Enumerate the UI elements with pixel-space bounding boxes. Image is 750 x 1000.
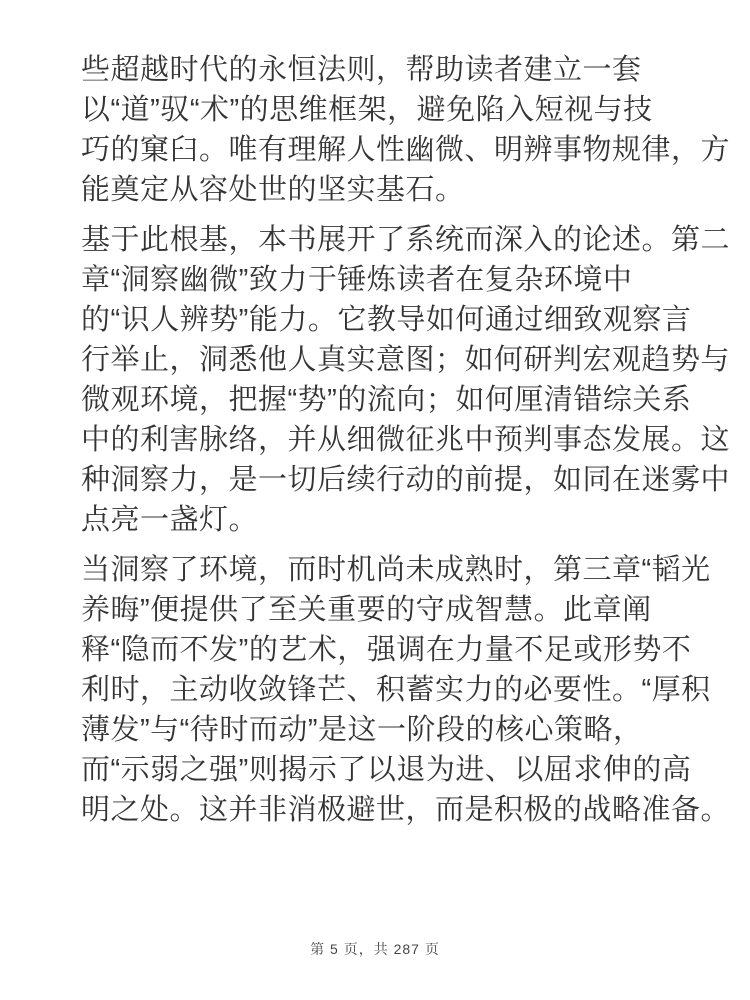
text-line: 中的利害脉络，并从细微征兆中预判事态发展。这 [81,424,731,456]
text-line: 利时，主动收敛锋芒、积蓄实力的必要性。“厚积 [81,674,711,706]
paragraph-1 [81,50,731,210]
text-line: 释“隐而不发”的艺术，强调在力量不足或形势不 [81,634,692,666]
text-line: 点亮一盏灯。 [81,504,259,536]
page-text-content [81,50,731,840]
text-line: 微观环境，把握“势”的流向；如何厘清错综关系 [81,384,692,416]
text-line: 章“洞察幽微”致力于锤炼读者在复杂环境中 [81,264,633,296]
text-line: 明之处。这并非消极避世，而是积极的战略准备。 [81,794,731,826]
text-line: 养晦”便提供了至关重要的守成智慧。此章阐 [81,594,652,626]
text-line: 基于此根基，本书展开了系统而深入的论述。第二 [81,224,731,256]
text-line: 的“识人辨势”能力。它教导如何通过细致观察言 [81,304,692,336]
text-line: 当洞察了环境，而时机尚未成熟时，第三章“韬光 [81,554,711,586]
page-number-label: 第 5 页，共 287 页 [310,941,440,957]
text-line: 种洞察力，是一切后续行动的前提，如同在迷雾中 [81,464,731,496]
paragraph-2 [81,220,731,540]
text-line: 以“道”驭“术”的思维框架，避免陷入短视与技 [81,94,653,126]
text-line: 能奠定从容处世的坚实基石。 [81,174,465,206]
text-line: 行举止，洞悉他人真实意图；如何研判宏观趋势与 [81,344,731,376]
page-footer [0,939,750,959]
text-line: 而“示弱之强”则揭示了以退为进、以屈求伸的高 [81,754,692,786]
text-line: 些超越时代的永恒法则，帮助读者建立一套 [81,54,642,86]
paragraph-3 [81,550,731,830]
text-line: 薄发”与“待时而动”是这一阶段的核心策略， [81,714,643,746]
text-line: 巧的窠臼。唯有理解人性幽微、明辨事物规律，方 [81,134,731,166]
